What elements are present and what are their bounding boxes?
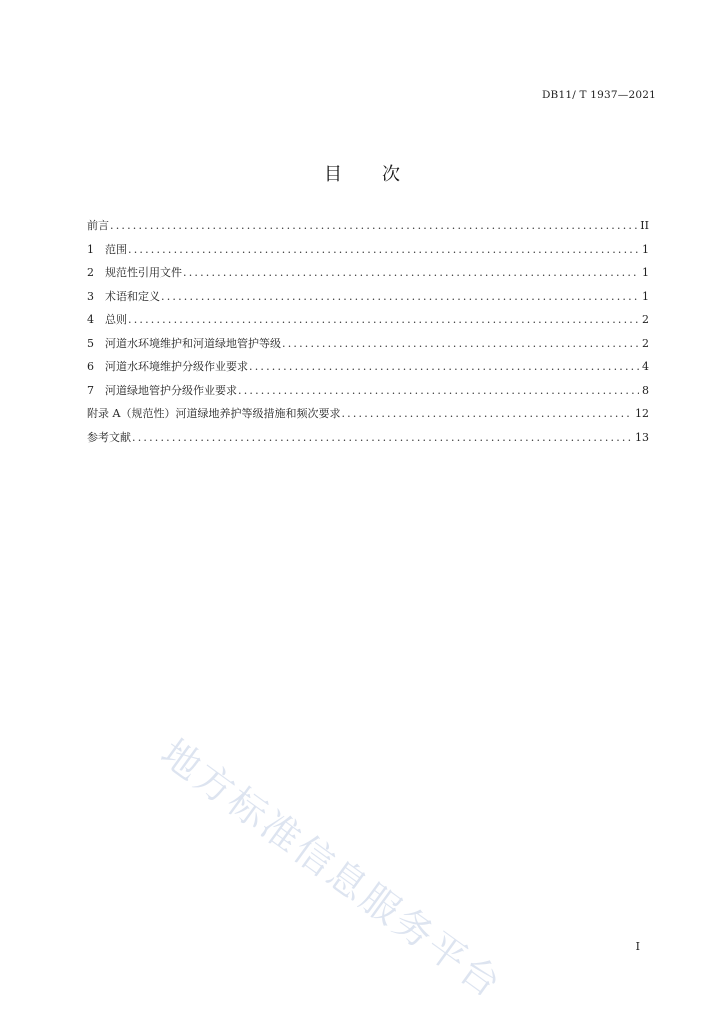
toc-leader xyxy=(128,312,639,328)
standard-code: DB11/ T 1937—2021 xyxy=(541,89,656,101)
toc-entry-title: 附录 A（规范性）河道绿地养护等级措施和频次要求 xyxy=(87,407,341,420)
toc-entry-water-environment-requirements[interactable] xyxy=(87,359,649,383)
toc-entry-title: 规范性引用文件 xyxy=(105,266,182,279)
toc-leader xyxy=(161,289,639,305)
toc-entry-number: 4 xyxy=(87,313,94,326)
toc-page-number: 8 xyxy=(642,383,649,397)
toc-title xyxy=(0,160,724,186)
toc-entry-normative-references[interactable] xyxy=(87,265,649,289)
page-number: I xyxy=(635,940,640,953)
toc-leader xyxy=(249,359,639,375)
toc-entry-number: 3 xyxy=(87,289,94,303)
toc-title-left: 目 xyxy=(324,164,342,185)
toc-entry-title: 河道水环境维护分级作业要求 xyxy=(105,360,248,373)
toc-entry-scope[interactable] xyxy=(87,242,649,266)
toc-leader xyxy=(341,406,632,422)
toc-entry-maintenance-grades[interactable] xyxy=(87,336,649,360)
toc-entry-foreword[interactable] xyxy=(87,218,649,242)
toc-entry-number: 2 xyxy=(87,266,94,279)
toc-entry-title: 范围 xyxy=(105,242,127,256)
toc-page-number: II xyxy=(640,219,649,232)
watermark: 地方标准信息服务平台 xyxy=(153,730,511,1008)
toc-entry-bibliography[interactable] xyxy=(87,430,649,454)
toc-leader xyxy=(282,336,639,352)
toc-leader xyxy=(238,383,639,399)
toc-entry-title: 河道绿地管护分级作业要求 xyxy=(105,383,237,397)
toc-entry-title: 前言 xyxy=(87,219,109,232)
toc-entry-appendix-a[interactable] xyxy=(87,406,649,430)
toc-leader xyxy=(183,265,639,281)
toc-page-number: 1 xyxy=(642,242,649,256)
toc-page-number: 1 xyxy=(642,289,649,303)
toc-page-number: 13 xyxy=(635,430,649,444)
toc-leader xyxy=(132,430,632,446)
toc-entry-title: 总则 xyxy=(105,313,127,326)
table-of-contents xyxy=(87,218,649,453)
toc-entry-number: 1 xyxy=(87,242,94,256)
toc-leader xyxy=(128,242,639,258)
toc-entry-title: 参考文献 xyxy=(87,430,131,444)
toc-entry-title: 河道水环境维护和河道绿地管护等级 xyxy=(105,336,281,350)
toc-entry-title: 术语和定义 xyxy=(105,289,160,303)
toc-leader xyxy=(110,218,637,234)
toc-page-number: 4 xyxy=(642,360,649,373)
toc-entry-terms-definitions[interactable] xyxy=(87,289,649,313)
toc-page-number: 12 xyxy=(635,407,649,420)
toc-entry-general[interactable] xyxy=(87,312,649,336)
toc-entry-number: 6 xyxy=(87,360,94,373)
toc-page-number: 1 xyxy=(642,266,649,279)
toc-title-right: 次 xyxy=(382,164,400,185)
toc-entry-green-space-requirements[interactable] xyxy=(87,383,649,407)
toc-page-number: 2 xyxy=(642,336,649,350)
toc-page-number: 2 xyxy=(642,313,649,326)
toc-entry-number: 5 xyxy=(87,336,94,350)
toc-entry-number: 7 xyxy=(87,383,94,397)
